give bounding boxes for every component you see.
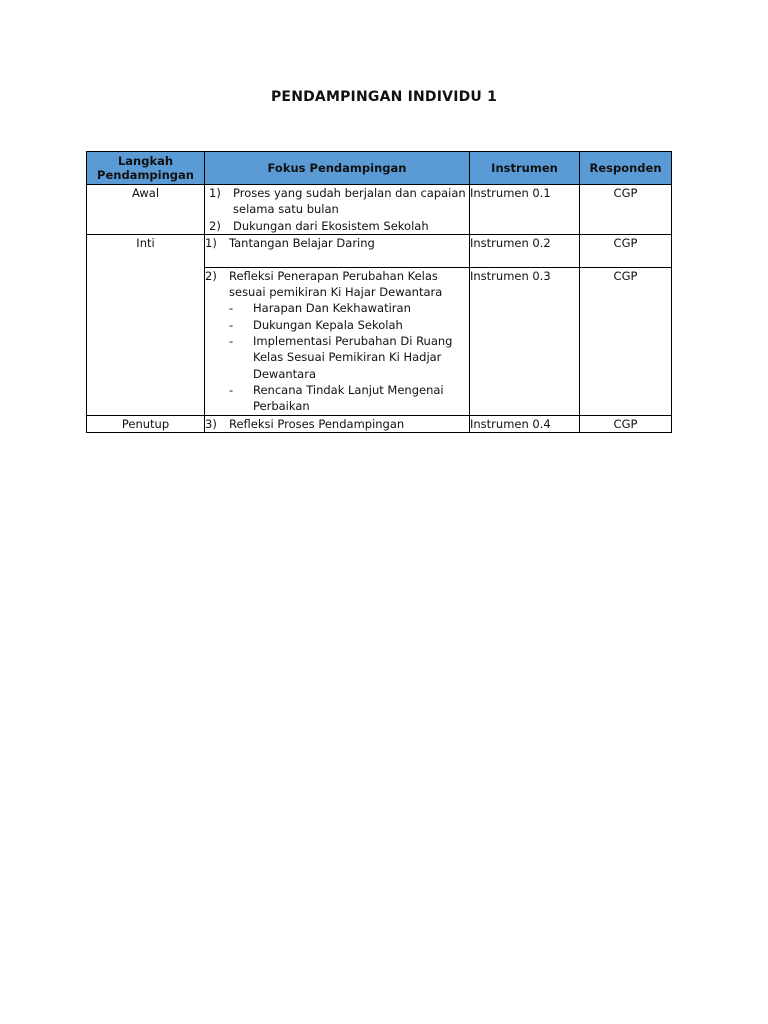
header-langkah: Langkah Pendampingan	[87, 152, 205, 185]
sub-item-text: Rencana Tindak Lanjut Mengenai Perbaikan	[253, 382, 444, 414]
respondent-cell: CGP	[580, 415, 672, 432]
instrument-cell: Instrumen 0.1	[470, 185, 580, 235]
respondent-cell: CGP	[580, 185, 672, 235]
instrument-cell: Instrumen 0.2	[470, 234, 580, 267]
item-number: 3)	[205, 416, 217, 431]
item-number: 1)	[209, 186, 221, 200]
item-number: 2)	[205, 268, 217, 283]
table-row	[87, 185, 672, 235]
item-text: Dukungan dari Ekosistem Sekolah	[233, 218, 429, 233]
item-number: 2)	[209, 218, 221, 233]
page-title: PENDAMPINGAN INDIVIDU 1	[270, 89, 498, 105]
table-header-row	[87, 152, 672, 185]
sub-item-text: Implementasi Perubahan Di Ruang Kelas Sesuai Pemikiran Ki Hadjar Dewantara	[253, 334, 453, 381]
focus-item	[205, 185, 469, 218]
sub-item-text: Dukungan Kepala Sekolah	[253, 317, 403, 332]
table-row	[87, 234, 672, 267]
item-number: 1)	[205, 235, 217, 250]
sub-item	[205, 382, 469, 415]
respondent-cell: CGP	[580, 267, 672, 415]
assistance-plan-table	[86, 151, 672, 433]
focus-cell	[205, 234, 470, 267]
table-row	[87, 267, 672, 415]
dash-marker: -	[229, 317, 234, 332]
focus-item	[205, 416, 469, 432]
sub-item	[205, 317, 469, 333]
dash-marker: -	[229, 301, 234, 316]
item-text: Tantangan Belajar Daring	[229, 235, 375, 250]
step-cell: Penutup	[87, 415, 205, 432]
item-text: Refleksi Proses Pendampingan	[229, 416, 405, 431]
dash-marker: -	[229, 382, 234, 397]
item-text: Refleksi Penerapan Perubahan Kelas	[229, 268, 438, 283]
focus-item	[205, 235, 469, 251]
respondent-cell: CGP	[580, 234, 672, 267]
item-text-continuation: sesuai pemikiran Ki Hajar Dewantara	[229, 285, 443, 300]
focus-cell	[205, 267, 470, 415]
sub-item	[205, 300, 469, 316]
focus-item	[205, 268, 469, 284]
header-instrumen: Instrumen	[470, 152, 580, 185]
dash-marker: -	[229, 334, 234, 349]
step-cell: Inti	[87, 234, 205, 267]
focus-cell	[205, 185, 470, 235]
header-fokus: Fokus Pendampingan	[205, 152, 470, 185]
focus-cell	[205, 415, 470, 432]
focus-item	[205, 218, 469, 234]
sub-item-text: Harapan Dan Kekhawatiran	[253, 301, 411, 316]
item-text: Proses yang sudah berjalan dan capaian selama satu bulan	[233, 186, 466, 217]
header-responden: Responden	[580, 152, 672, 185]
table-row	[87, 415, 672, 432]
sub-item	[205, 333, 469, 382]
instrument-cell: Instrumen 0.4	[470, 415, 580, 432]
step-cell: Awal	[87, 185, 205, 235]
step-cell-empty	[87, 267, 205, 415]
instrument-cell: Instrumen 0.3	[470, 267, 580, 415]
